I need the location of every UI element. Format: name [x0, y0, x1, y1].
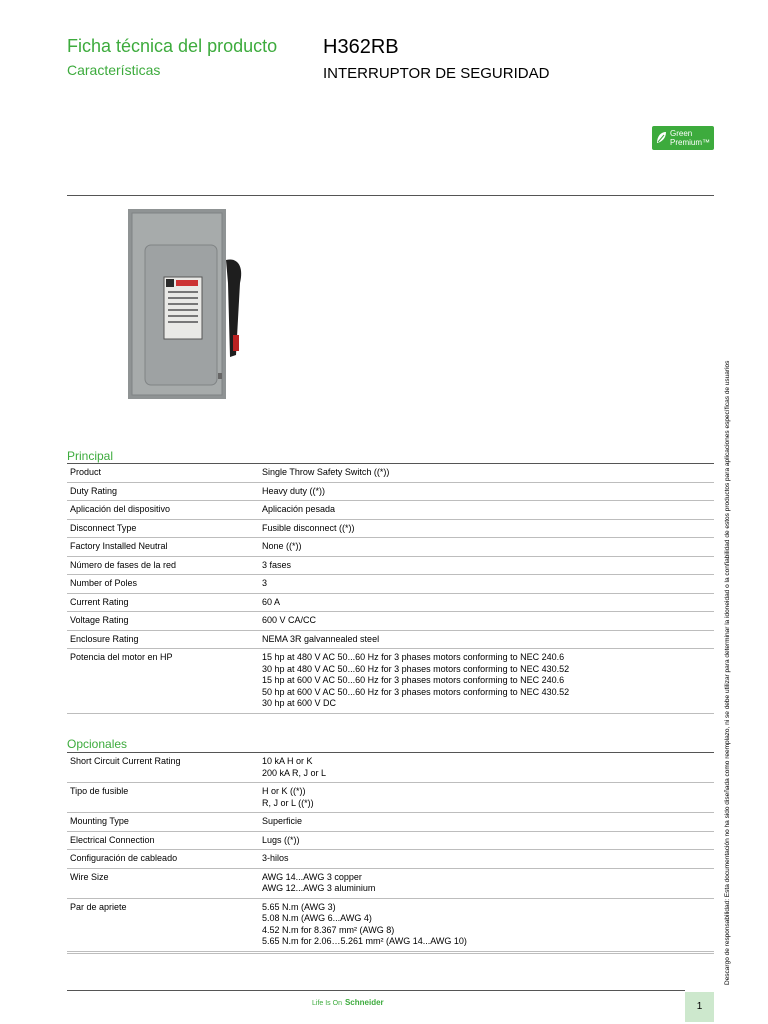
spec-value: Aplicación pesada [262, 504, 336, 514]
spec-label: Aplicación del dispositivo [70, 504, 171, 514]
page-number: 1 [685, 992, 714, 1022]
table-row [67, 593, 714, 612]
badge-line-2: Premium™ [670, 138, 711, 147]
disclaimer-text: Descargo de responsabilidad: Esta documentación no ha sido diseñada como reemplazo, ni se debe utilizar para determinar la idoneidad o la confiabilidad de estos productos para aplicaciones específicas de usuarios [724, 360, 731, 985]
spec-label: Tipo de fusible [70, 786, 129, 796]
footer-divider [67, 990, 685, 991]
table-row [67, 556, 714, 575]
table-row [67, 575, 714, 594]
spec-value: 600 V CA/CC [262, 615, 317, 625]
section-subtitle: Características [67, 62, 161, 78]
schneider-logo [312, 998, 384, 1007]
table-row [67, 898, 714, 951]
product-reference: H362RB [323, 36, 399, 58]
spec-value: Superficie [262, 816, 303, 826]
table-row [67, 630, 714, 649]
section-principal-title: Principal [67, 449, 114, 463]
spec-label: Par de apriete [70, 901, 127, 912]
footer-tagline: Life Is On [312, 1000, 342, 1007]
table-end-divider [67, 953, 714, 954]
table-row [67, 813, 714, 832]
spec-label: Electrical Connection [70, 834, 155, 845]
spec-label: Enclosure Rating [70, 633, 139, 644]
principal-table [67, 463, 714, 714]
leaf-icon [656, 131, 667, 144]
opcionales-table [67, 752, 714, 952]
spec-value: 3 [262, 578, 268, 588]
spec-value: AWG 14...AWG 3 copper AWG 12...AWG 3 aluminium [262, 871, 376, 893]
spec-label: Mounting Type [70, 816, 129, 826]
spec-value: 10 kA H or K 200 kA R, J or L [262, 756, 327, 778]
table-row [67, 783, 714, 813]
table-row [67, 538, 714, 557]
header-divider [67, 195, 714, 196]
spec-value: Single Throw Safety Switch ((*)) [262, 467, 390, 477]
spec-label: Duty Rating [70, 485, 118, 496]
spec-label: Factory Installed Neutral [70, 541, 168, 551]
spec-value: NEMA 3R galvannealed steel [262, 633, 380, 644]
table-row [67, 501, 714, 520]
table-row [67, 612, 714, 631]
green-premium-badge [652, 126, 714, 150]
badge-line-1: Green [670, 129, 693, 138]
spec-label: Wire Size [70, 871, 109, 882]
spec-label: Configuración de cableado [70, 853, 178, 863]
spec-label: Short Circuit Current Rating [70, 756, 181, 766]
spec-label: Current Rating [70, 596, 129, 607]
spec-label: Product [70, 467, 102, 477]
footer-brand: Schneider [344, 998, 384, 1007]
safety-switch-image [120, 205, 250, 405]
table-row [67, 850, 714, 869]
table-row [67, 482, 714, 501]
table-row [67, 464, 714, 483]
spec-label: Disconnect Type [70, 522, 137, 533]
spec-value: None ((*)) [262, 541, 302, 551]
spec-value: H or K ((*)) R, J or L ((*)) [262, 786, 314, 808]
spec-value: 3-hilos [262, 853, 289, 863]
table-row [67, 519, 714, 538]
spec-value: Fusible disconnect ((*)) [262, 522, 355, 533]
spec-label: Number of Poles [70, 578, 138, 588]
spec-label: Potencia del motor en HP [70, 652, 173, 662]
table-row [67, 831, 714, 850]
table-row [67, 649, 714, 714]
product-sheet-title: Ficha técnica del producto [67, 36, 278, 56]
product-description: INTERRUPTOR DE SEGURIDAD [323, 65, 550, 82]
section-opcionales-title: Opcionales [67, 737, 128, 751]
table-row [67, 753, 714, 783]
spec-value: 5.65 N.m (AWG 3) 5.08 N.m (AWG 6...AWG 4) 4.52 N.m for 8.367 mm² (AWG 8) 5.65 N.m for 2.06…5.261 mm² (AWG 14...AWG 10) [262, 901, 467, 946]
spec-value: 15 hp at 480 V AC 50...60 Hz for 3 phases motors conforming to NEC 240.6 30 hp at 480 V AC 50...60 Hz for 3 phases motors conforming to NEC 430.52 15 hp at 600 V AC 50...60 Hz for 3 phases motors conforming to NEC 240.6 50 hp at 600 V AC 50...60 Hz for 3 phases motors conforming to NEC 430.52 30 hp at 600 V DC [262, 652, 570, 708]
spec-value: 60 A [262, 596, 281, 607]
spec-label: Número de fases de la red [70, 559, 177, 570]
spec-value: Lugs ((*)) [262, 834, 300, 845]
spec-value: Heavy duty ((*)) [262, 485, 326, 496]
spec-label: Voltage Rating [70, 615, 129, 625]
table-row [67, 868, 714, 898]
spec-value: 3 fases [262, 559, 292, 570]
